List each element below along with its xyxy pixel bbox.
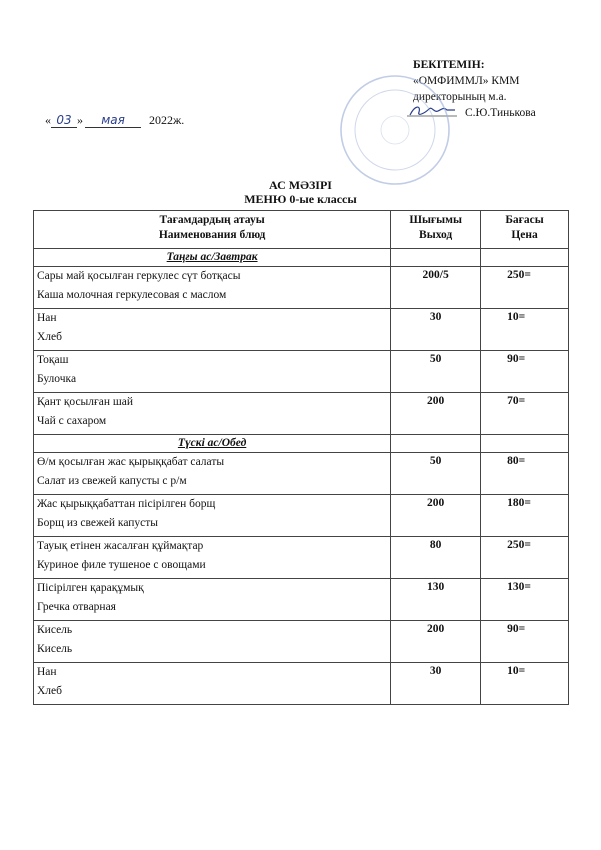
dish-name-cell bbox=[34, 453, 391, 495]
date-line bbox=[45, 113, 184, 128]
dish-name-kz: Тоқаш bbox=[37, 354, 69, 366]
menu-title-ru: МЕНЮ 0-ые классы bbox=[244, 192, 357, 206]
dish-name-cell bbox=[34, 393, 391, 435]
dish-name-cell bbox=[34, 267, 391, 309]
dish-name-kz: Жас қырыққабаттан пісірілген борщ bbox=[37, 498, 216, 510]
date-open-quote: « bbox=[45, 113, 51, 127]
table-row bbox=[34, 663, 569, 705]
dish-name-kz: Ө/м қосылған жас қырыққабат салаты bbox=[37, 456, 225, 468]
table-row bbox=[34, 393, 569, 435]
header-yield-ru: Выход bbox=[419, 229, 453, 241]
header-price-kz: Бағасы bbox=[505, 214, 544, 226]
table-row bbox=[34, 267, 569, 309]
dish-yield: 200 bbox=[391, 495, 481, 537]
dish-price: 180= bbox=[481, 495, 569, 537]
dish-name-ru: Салат из свежей капусты с р/м bbox=[37, 475, 187, 487]
dish-yield: 200 bbox=[391, 621, 481, 663]
dish-name-kz: Кисель bbox=[37, 624, 73, 636]
section-empty-cell bbox=[481, 249, 569, 267]
table-header-row bbox=[34, 211, 569, 249]
dish-price: 10= bbox=[481, 309, 569, 351]
dish-price: 70= bbox=[481, 393, 569, 435]
dish-name-ru: Гречка отварная bbox=[37, 601, 116, 613]
section-title: Таңғы ас/Завтрак bbox=[34, 249, 391, 267]
section-title: Түскі ас/Обед bbox=[34, 435, 391, 453]
dish-name-ru: Чай с сахаром bbox=[37, 415, 107, 427]
dish-name-ru: Каша молочная геркулесовая с маслом bbox=[37, 289, 227, 301]
approval-position: директорының м.а. bbox=[413, 91, 507, 103]
table-row bbox=[34, 495, 569, 537]
dish-name-cell bbox=[34, 663, 391, 705]
approval-title: БЕКІТЕМІН: bbox=[413, 59, 485, 71]
dish-yield: 30 bbox=[391, 309, 481, 351]
table-row bbox=[34, 309, 569, 351]
header-name-ru: Наименования блюд bbox=[158, 229, 266, 241]
dish-name-ru: Борщ из свежей капусты bbox=[37, 517, 159, 529]
dish-yield: 50 bbox=[391, 351, 481, 393]
section-empty-cell bbox=[481, 435, 569, 453]
date-day: 03 bbox=[51, 113, 77, 128]
dish-yield: 130 bbox=[391, 579, 481, 621]
table-row bbox=[34, 453, 569, 495]
dish-price: 130= bbox=[481, 579, 569, 621]
stamp-icon bbox=[335, 70, 455, 190]
table-row bbox=[34, 621, 569, 663]
dish-price: 90= bbox=[481, 621, 569, 663]
table-row bbox=[34, 579, 569, 621]
dish-yield: 80 bbox=[391, 537, 481, 579]
menu-table bbox=[33, 210, 569, 705]
dish-name-kz: Пісірілген қарақұмық bbox=[37, 582, 144, 594]
dish-yield: 50 bbox=[391, 453, 481, 495]
approval-org: «ОМФИММЛ» КММ bbox=[413, 75, 520, 87]
dish-yield: 30 bbox=[391, 663, 481, 705]
approval-signer: С.Ю.Тинькова bbox=[465, 107, 536, 119]
dish-price: 250= bbox=[481, 537, 569, 579]
dish-price: 90= bbox=[481, 351, 569, 393]
dish-name-cell bbox=[34, 309, 391, 351]
section-row bbox=[34, 249, 569, 267]
dish-yield: 200/5 bbox=[391, 267, 481, 309]
table-row bbox=[34, 351, 569, 393]
header-price-ru: Цена bbox=[511, 229, 538, 241]
dish-price: 10= bbox=[481, 663, 569, 705]
header-price bbox=[481, 211, 569, 249]
dish-yield: 200 bbox=[391, 393, 481, 435]
date-close-quote: » bbox=[77, 113, 83, 127]
dish-name-ru: Булочка bbox=[37, 373, 77, 385]
dish-name-ru: Куриное филе тушеное с овощами bbox=[37, 559, 206, 571]
date-year: 2022ж. bbox=[149, 113, 185, 127]
header-name-kz: Тағамдардың атауы bbox=[159, 214, 265, 226]
dish-name-ru: Кисель bbox=[37, 643, 73, 655]
dish-name-kz: Сары май қосылған геркулес сүт ботқасы bbox=[37, 270, 241, 282]
dish-name-cell bbox=[34, 495, 391, 537]
header-name bbox=[34, 211, 391, 249]
dish-price: 80= bbox=[481, 453, 569, 495]
dish-name-cell bbox=[34, 621, 391, 663]
header-yield bbox=[391, 211, 481, 249]
dish-name-kz: Нан bbox=[37, 312, 57, 324]
menu-body bbox=[34, 249, 569, 705]
dish-name-cell bbox=[34, 537, 391, 579]
section-empty-cell bbox=[391, 249, 481, 267]
table-row bbox=[34, 537, 569, 579]
dish-name-ru: Хлеб bbox=[37, 685, 62, 697]
section-empty-cell bbox=[391, 435, 481, 453]
section-row bbox=[34, 435, 569, 453]
header-yield-kz: Шығымы bbox=[409, 214, 462, 226]
date-month: мая bbox=[85, 113, 141, 128]
dish-name-cell bbox=[34, 351, 391, 393]
dish-name-kz: Тауық етінен жасалған құймақтар bbox=[37, 540, 204, 552]
dish-name-kz: Қант қосылған шай bbox=[37, 396, 133, 408]
dish-name-ru: Хлеб bbox=[37, 331, 62, 343]
dish-name-kz: Нан bbox=[37, 666, 57, 678]
dish-price: 250= bbox=[481, 267, 569, 309]
menu-title-kz: АС МӘЗІРІ bbox=[269, 178, 332, 192]
dish-name-cell bbox=[34, 579, 391, 621]
